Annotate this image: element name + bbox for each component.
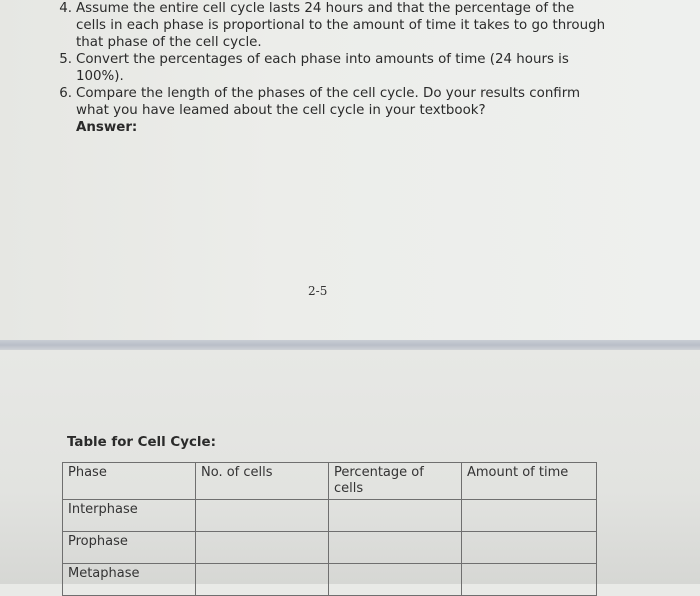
question-4 (48, 0, 608, 51)
question-number: 4. (59, 1, 72, 16)
question-text: Convert the percentages of each phase into amounts of time (24 hours is 100%). (76, 52, 569, 84)
percentage-cell[interactable] (329, 500, 462, 532)
question-number: 6. (59, 86, 72, 101)
amount-of-time-cell[interactable] (462, 500, 597, 532)
no-of-cells-cell[interactable] (196, 532, 329, 564)
table-header-row (63, 463, 597, 500)
header-amount-of-time: Amount of time (462, 463, 597, 500)
percentage-cell[interactable] (329, 564, 462, 596)
phase-cell: Interphase (63, 500, 196, 532)
phase-cell: Metaphase (63, 564, 196, 596)
page-number: 2-5 (308, 284, 328, 298)
no-of-cells-cell[interactable] (196, 564, 329, 596)
no-of-cells-cell[interactable] (196, 500, 329, 532)
cell-cycle-table (62, 462, 597, 596)
question-number: 5. (59, 52, 72, 67)
amount-of-time-cell[interactable] (462, 564, 597, 596)
header-phase: Phase (63, 463, 196, 500)
question-5 (48, 51, 608, 85)
page-separator (0, 340, 700, 350)
header-no-of-cells: No. of cells (196, 463, 329, 500)
phase-cell: Prophase (63, 532, 196, 564)
table-title: Table for Cell Cycle: (67, 435, 216, 450)
answer-label: Answer: (76, 120, 138, 135)
question-text: Compare the length of the phases of the cell cycle. Do your results confirm what you have leamed about the cell cycle in your textbook? (76, 86, 581, 118)
header-percentage-of-cells: Percentage of cells (329, 463, 462, 500)
question-list (48, 0, 608, 136)
amount-of-time-cell[interactable] (462, 532, 597, 564)
table-row (63, 564, 597, 596)
table-row (63, 532, 597, 564)
question-text: Assume the entire cell cycle lasts 24 hours and that the percentage of the cells in each phase is proportional to the amount of time it takes to go through that phase of the cell cycle. (76, 1, 606, 50)
percentage-cell[interactable] (329, 532, 462, 564)
table-row (63, 500, 597, 532)
question-6 (48, 85, 608, 136)
